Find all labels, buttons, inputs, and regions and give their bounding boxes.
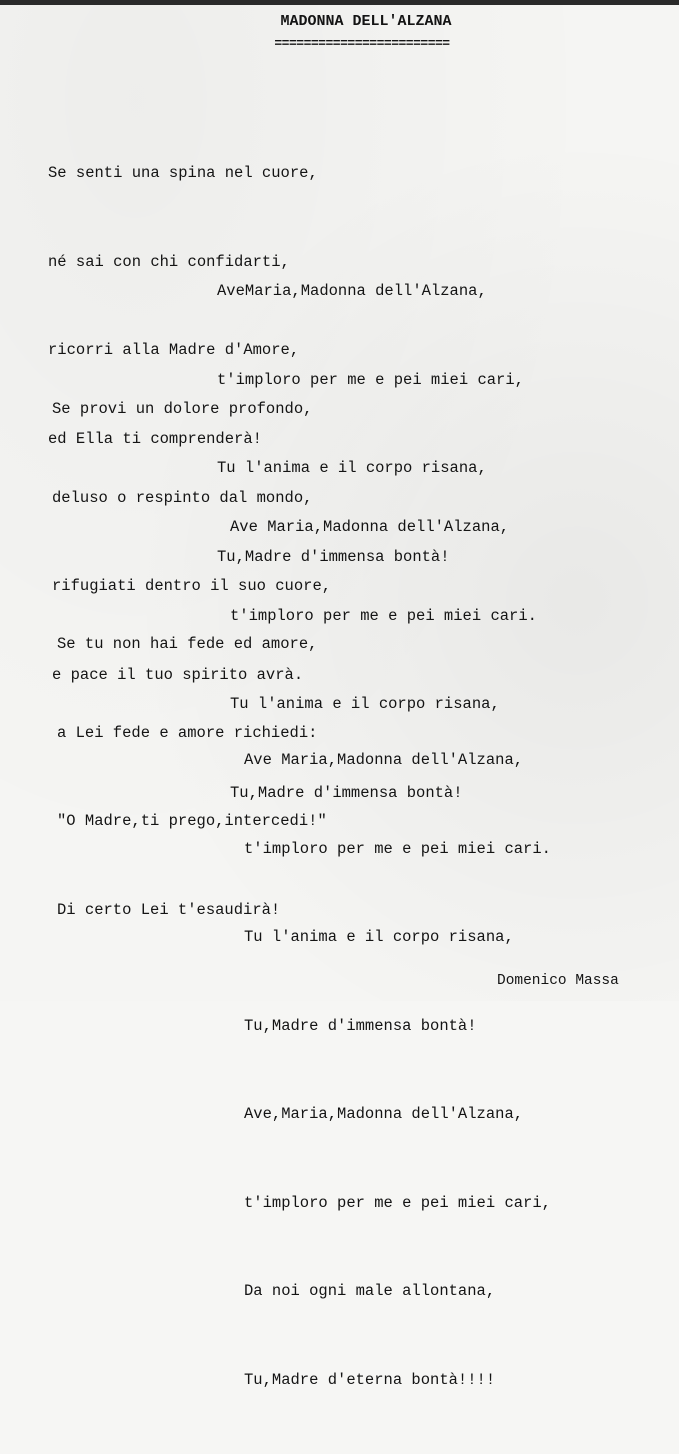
poem-line: ricorri alla Madre d'Amore, — [48, 341, 300, 359]
poem-line: Ave,Maria,Madonna dell'Alzana, — [244, 1105, 524, 1123]
poem-line: deluso o respinto dal mondo, — [52, 488, 313, 507]
refrain-final — [244, 687, 551, 1454]
poem-line: t'imploro per me e pei miei cari, — [217, 370, 524, 389]
top-edge-shadow — [0, 0, 679, 5]
poem-line: Ave Maria,Madonna dell'Alzana, — [230, 518, 510, 536]
poem-line: "O Madre,ti prego,intercedi!" — [57, 812, 327, 830]
poem-line: t'imploro per me e pei miei cari, — [244, 1193, 551, 1212]
poem-line: Tu l'anima e il corpo risana, — [217, 459, 487, 477]
poem-line: Se provi un dolore profondo, — [52, 400, 313, 418]
poem-line: Da noi ogni male allontana, — [244, 1282, 496, 1300]
poem-line: e pace il tuo spirito avrà. — [52, 665, 304, 684]
poem-line: né sai con chi confidarti, — [48, 252, 290, 271]
poem-line: Tu,Madre d'immensa bontà! — [244, 1016, 477, 1035]
poem-line: Tu,Madre d'immensa bontà! — [230, 783, 463, 802]
title-underline: ======================== — [274, 36, 450, 51]
poem-line: ed Ella ti comprenderà! — [48, 429, 262, 448]
poem-line: Di certo Lei t'esaudirà! — [57, 900, 281, 919]
poem-line: Tu l'anima e il corpo risana, — [230, 695, 500, 713]
poem-line: Se senti una spina nel cuore, — [48, 164, 318, 182]
poem-line: Se tu non hai fede ed amore, — [57, 635, 318, 653]
poem-line: rifugiati dentro il suo cuore, — [52, 577, 332, 595]
poem-line: Ave Maria,Madonna dell'Alzana, — [244, 751, 524, 769]
poem-line: Tu,Madre d'eterna bontà!!!! — [244, 1370, 496, 1389]
poem-line: t'imploro per me e pei miei cari. — [244, 839, 551, 858]
poem-line: t'imploro per me e pei miei cari. — [230, 606, 537, 625]
poem-line: Tu,Madre d'immensa bontà! — [217, 547, 450, 566]
poem-line: Tu l'anima e il corpo risana, — [244, 928, 514, 946]
poem-line: AveMaria,Madonna dell'Alzana, — [217, 282, 487, 300]
poem-line: a Lei fede e amore richiedi: — [57, 723, 318, 742]
author-signature: Domenico Massa — [497, 973, 619, 989]
poem-title: MADONNA DELL'ALZANA — [280, 13, 452, 30]
